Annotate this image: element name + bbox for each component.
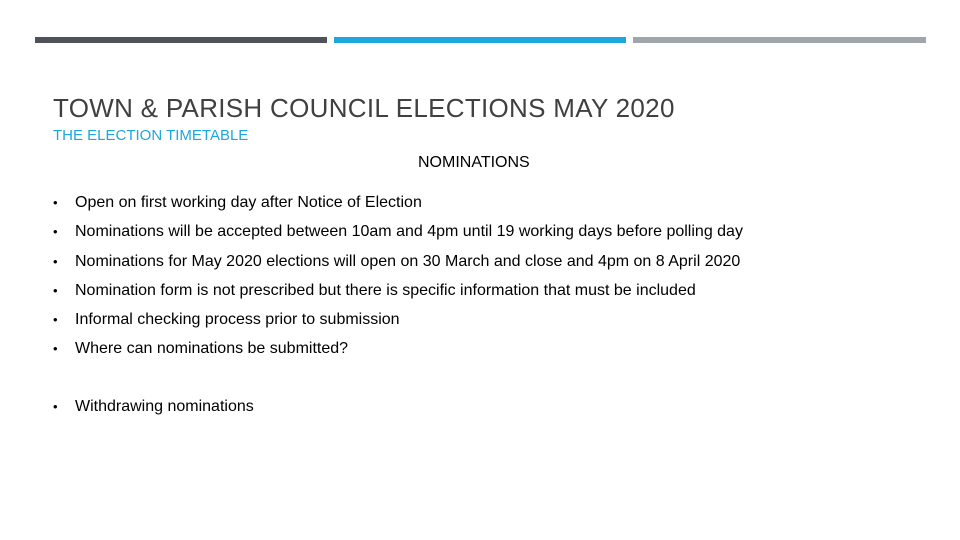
section-heading: NOMINATIONS (418, 154, 530, 171)
bullet-dot-icon: • (53, 312, 58, 327)
bullet-dot-icon: • (53, 254, 58, 269)
slide-title: TOWN & PARISH COUNCIL ELECTIONS MAY 2020 (53, 93, 675, 123)
bullet-dot-icon: • (53, 283, 58, 298)
bullet-text: Nominations for May 2020 elections will open on 30 March and close and 4pm on 8 April 2020 (75, 253, 741, 270)
bullet-text: Nominations will be accepted between 10am and 4pm until 19 working days before polling day (75, 223, 743, 240)
bullet-text: Where can nominations be submitted? (75, 340, 349, 357)
slide-subtitle: THE ELECTION TIMETABLE (53, 127, 249, 144)
accent-bar-grey (633, 37, 926, 43)
bullet-text: Nomination form is not prescribed but there is specific information that must be included (75, 282, 696, 299)
bullet-dot-icon: • (53, 195, 58, 210)
bullet-dot-icon: • (53, 224, 58, 239)
bullet-text: Withdrawing nominations (75, 398, 254, 415)
accent-bar-blue (334, 37, 626, 43)
bullet-dot-icon: • (53, 399, 58, 414)
accent-bar-dark (35, 37, 327, 43)
bullet-text: Informal checking process prior to submission (75, 311, 400, 328)
bullet-text: Open on first working day after Notice of Election (75, 194, 422, 211)
bullet-dot-icon: • (53, 341, 58, 356)
